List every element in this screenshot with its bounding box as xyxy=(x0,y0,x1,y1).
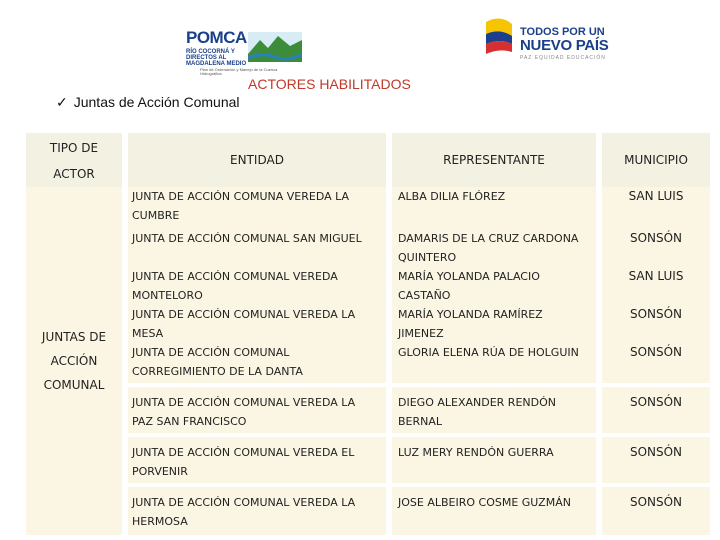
table-row xyxy=(26,187,710,229)
entidad-cell xyxy=(128,343,386,385)
table-row xyxy=(26,305,710,343)
representante-cell xyxy=(392,305,596,343)
representante-line: CASTAÑO xyxy=(398,289,451,302)
municipio-cell: SONSÓN xyxy=(602,343,710,385)
actors-table xyxy=(26,133,710,535)
representante-cell xyxy=(392,435,596,485)
representante-line: DIEGO ALEXANDER RENDÓN xyxy=(398,396,556,409)
header-tipo-line1: TIPO DE xyxy=(49,141,99,155)
municipio-cell: SONSÓN xyxy=(602,435,710,485)
actor-type-line2: ACCIÓN xyxy=(50,354,98,368)
representante-line: ALBA DILIA FLÓREZ xyxy=(398,190,506,203)
table-row xyxy=(26,343,710,385)
municipio-cell: SAN LUIS xyxy=(602,267,710,305)
header-tipo-line2: ACTOR xyxy=(53,167,95,181)
table-row xyxy=(26,229,710,267)
municipio-cell: SONSÓN xyxy=(602,485,710,535)
pomca-logo-word: POMCA xyxy=(186,28,247,47)
table-row xyxy=(26,435,710,485)
representante-line: DAMARIS DE LA CRUZ CARDONA xyxy=(398,232,579,245)
entidad-line: JUNTA DE ACCIÓN COMUNAL xyxy=(132,346,290,359)
entidad-cell xyxy=(128,267,386,305)
representante-cell xyxy=(392,343,596,385)
entidad-line: PAZ SAN FRANCISCO xyxy=(132,415,247,428)
representante-line: MARÍA YOLANDA PALACIO xyxy=(398,270,540,283)
representante-line: MARÍA YOLANDA RAMÍREZ xyxy=(398,308,543,321)
entidad-line: PORVENIR xyxy=(132,465,188,478)
entidad-cell xyxy=(128,435,386,485)
entidad-line: CUMBRE xyxy=(132,209,180,222)
pomca-logo xyxy=(186,22,304,76)
entidad-cell xyxy=(128,485,386,535)
header-representante: REPRESENTANTE xyxy=(392,133,596,187)
actor-type-line3: COMUNAL xyxy=(43,378,105,392)
table-row xyxy=(26,267,710,305)
representante-cell xyxy=(392,485,596,535)
pomca-logo-tagline: Plan de Ordenación y Manejo de la Cuenca Hidrográfica xyxy=(200,67,278,76)
actor-type-line1: JUNTAS DE xyxy=(41,330,107,344)
representante-line: GLORIA ELENA RÚA DE HOLGUIN xyxy=(398,346,579,359)
table-row xyxy=(26,385,710,435)
representante-line: JIMENEZ xyxy=(398,327,444,340)
entidad-line: JUNTA DE ACCIÓN COMUNAL VEREDA LA xyxy=(132,396,356,409)
entidad-line: JUNTA DE ACCIÓN COMUNA VEREDA LA xyxy=(132,190,350,203)
header-municipio: MUNICIPIO xyxy=(602,133,710,187)
entidad-cell xyxy=(128,305,386,343)
entidad-line: MESA xyxy=(132,327,164,340)
entidad-line: JUNTA DE ACCIÓN COMUNAL VEREDA EL xyxy=(132,446,355,459)
entidad-line: JUNTA DE ACCIÓN COMUNAL VEREDA xyxy=(132,270,338,283)
entidad-cell xyxy=(128,229,386,267)
header-entidad: ENTIDAD xyxy=(128,133,386,187)
representante-cell xyxy=(392,187,596,229)
representante-cell xyxy=(392,385,596,435)
entidad-cell xyxy=(128,385,386,435)
section-subtitle xyxy=(56,94,240,111)
municipio-cell: SONSÓN xyxy=(602,229,710,267)
representante-cell xyxy=(392,267,596,305)
entidad-line: HERMOSA xyxy=(132,515,188,528)
gov-logo-line3: PAZ EQUIDAD EDUCACIÓN xyxy=(520,55,606,61)
pomca-logo-subtitle: RÍO COCORNÁ Y DIRECTOS AL MAGDALENA MEDIO xyxy=(186,49,247,67)
entidad-line: JUNTA DE ACCIÓN COMUNAL SAN MIGUEL xyxy=(132,232,362,245)
municipio-cell: SONSÓN xyxy=(602,385,710,435)
page-title: ACTORES HABILITADOS xyxy=(248,76,411,92)
entidad-line: MONTELORO xyxy=(132,289,203,302)
representante-line: JOSE ALBEIRO COSME GUZMÁN xyxy=(398,496,571,509)
actor-type-cell xyxy=(26,187,122,535)
representante-line: BERNAL xyxy=(398,415,443,428)
representante-line: QUINTERO xyxy=(398,251,457,264)
colombia-flag-icon xyxy=(482,16,516,56)
checkmark-icon: ✓ xyxy=(56,94,68,110)
entidad-line: CORREGIMIENTO DE LA DANTA xyxy=(132,365,303,378)
representante-cell xyxy=(392,229,596,267)
municipio-cell: SAN LUIS xyxy=(602,187,710,229)
representante-line: LUZ MERY RENDÓN GUERRA xyxy=(398,446,554,459)
entidad-cell xyxy=(128,187,386,229)
mountain-river-icon xyxy=(248,32,302,62)
gov-logo-line2: NUEVO PAÍS xyxy=(520,37,609,54)
table-row xyxy=(26,485,710,535)
entidad-line: JUNTA DE ACCIÓN COMUNAL VEREDA LA xyxy=(132,496,356,509)
header-tipo-actor xyxy=(26,133,122,187)
municipio-cell: SONSÓN xyxy=(602,305,710,343)
gov-logo xyxy=(482,14,612,62)
entidad-line: JUNTA DE ACCIÓN COMUNAL VEREDA LA xyxy=(132,308,356,321)
gov-logo-line1: TODOS POR UN xyxy=(520,26,605,38)
section-subtitle-text: Juntas de Acción Comunal xyxy=(73,94,240,110)
table-header-row xyxy=(26,133,710,187)
